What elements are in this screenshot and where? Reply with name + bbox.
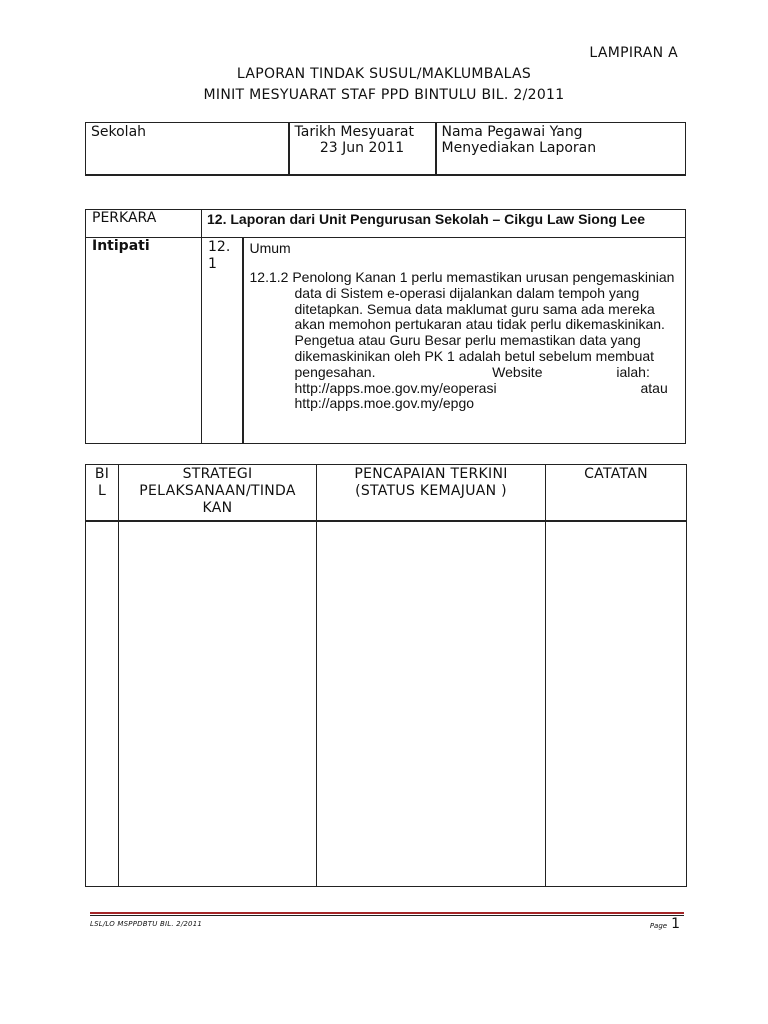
nama-label-line2: Menyediakan Laporan <box>441 140 597 156</box>
strategi-cell[interactable] <box>119 521 317 887</box>
intipati-label: Intipati <box>92 238 150 254</box>
nama-label-line1: Nama Pegawai Yang <box>441 124 583 140</box>
subheading-umum: Umum <box>249 240 291 256</box>
catatan-cell[interactable] <box>546 521 687 887</box>
col-strategi-line3: KAN <box>202 500 233 516</box>
bil-cell[interactable] <box>86 521 119 887</box>
perkara-label: PERKARA <box>92 210 157 226</box>
strategy-table <box>85 464 687 887</box>
item-number-line1: 12. <box>208 239 231 255</box>
document-title: LAPORAN TINDAK SUSUL/MAKLUMBALAS <box>236 66 532 82</box>
nama-pegawai-cell <box>436 123 686 176</box>
col-pencapaian-line1: PENCAPAIAN TERKINI <box>354 466 508 482</box>
perkara-table <box>85 209 686 444</box>
perkara-label-cell <box>86 210 202 238</box>
col-pencapaian-line2: (STATUS KEMAJUAN ) <box>355 483 507 499</box>
para-last-line: http://apps.moe.gov.my/epgo <box>294 395 475 412</box>
footer-rule-red <box>90 912 684 914</box>
item-number-line2: 1 <box>208 256 217 272</box>
para-line: Pengetua atau Guru Besar perlu memastikan data yang <box>294 332 641 349</box>
para-line: data di Sistem e-operasi dijalankan dalam tempoh yang <box>294 284 640 301</box>
table-row <box>86 521 687 887</box>
col-bil-line2: L <box>97 483 107 499</box>
para-first-line: 12.1.2 Penolong Kanan 1 perlu memastikan urusan pengemaskinian <box>249 269 675 285</box>
perkara-text: 12. Laporan dari Unit Pengurusan Sekolah – Cikgu Law Siong Lee <box>207 211 645 227</box>
page-number: 1 <box>671 916 680 932</box>
footer-reference: LSL/LO MSPPDBTU BIL. 2/2011 <box>90 920 203 928</box>
item-number-cell <box>202 238 243 444</box>
para-line: ditetapkan. Semua data maklumat guru sama ada mereka <box>294 300 655 317</box>
sekolah-cell <box>86 123 289 176</box>
document-subtitle: MINIT MESYUARAT STAF PPD BINTULU BIL. 2/2011 <box>203 87 565 103</box>
footer-page <box>650 916 680 932</box>
col-catatan-label: CATATAN <box>584 466 648 482</box>
tarikh-cell <box>289 123 436 176</box>
page-label: Page <box>649 922 668 930</box>
sekolah-label: Sekolah <box>91 124 147 140</box>
tarikh-value: 23 Jun 2011 <box>319 140 405 156</box>
footer-rule-dark <box>90 915 684 916</box>
col-header-strategi <box>119 465 317 522</box>
paragraph-12-1-2 <box>250 270 678 412</box>
col-header-catatan <box>546 465 687 522</box>
appendix-label: LAMPIRAN A <box>589 45 678 61</box>
para-line: dikemaskinikan oleh PK 1 adalah betul sebelum membuat <box>294 347 655 364</box>
para-line: akan memohon pertukaran atau tidak perlu dikemaskinikan. <box>294 316 665 333</box>
col-bil-line1: BI <box>94 466 110 482</box>
tarikh-label: Tarikh Mesyuarat <box>294 124 414 140</box>
pencapaian-cell[interactable] <box>317 521 546 887</box>
perkara-text-cell <box>202 210 686 238</box>
intipati-label-cell <box>86 238 202 444</box>
col-strategi-line1: STRATEGI <box>182 466 253 482</box>
para-line: pengesahan. Website ialah: <box>294 363 650 380</box>
para-line: http://apps.moe.gov.my/eoperasi atau <box>294 379 668 396</box>
intipati-body-cell <box>243 238 686 444</box>
col-strategi-line2: PELAKSANAAN/TINDA <box>139 483 296 499</box>
info-table <box>85 122 686 176</box>
col-header-pencapaian <box>317 465 546 522</box>
col-header-bil <box>86 465 119 522</box>
